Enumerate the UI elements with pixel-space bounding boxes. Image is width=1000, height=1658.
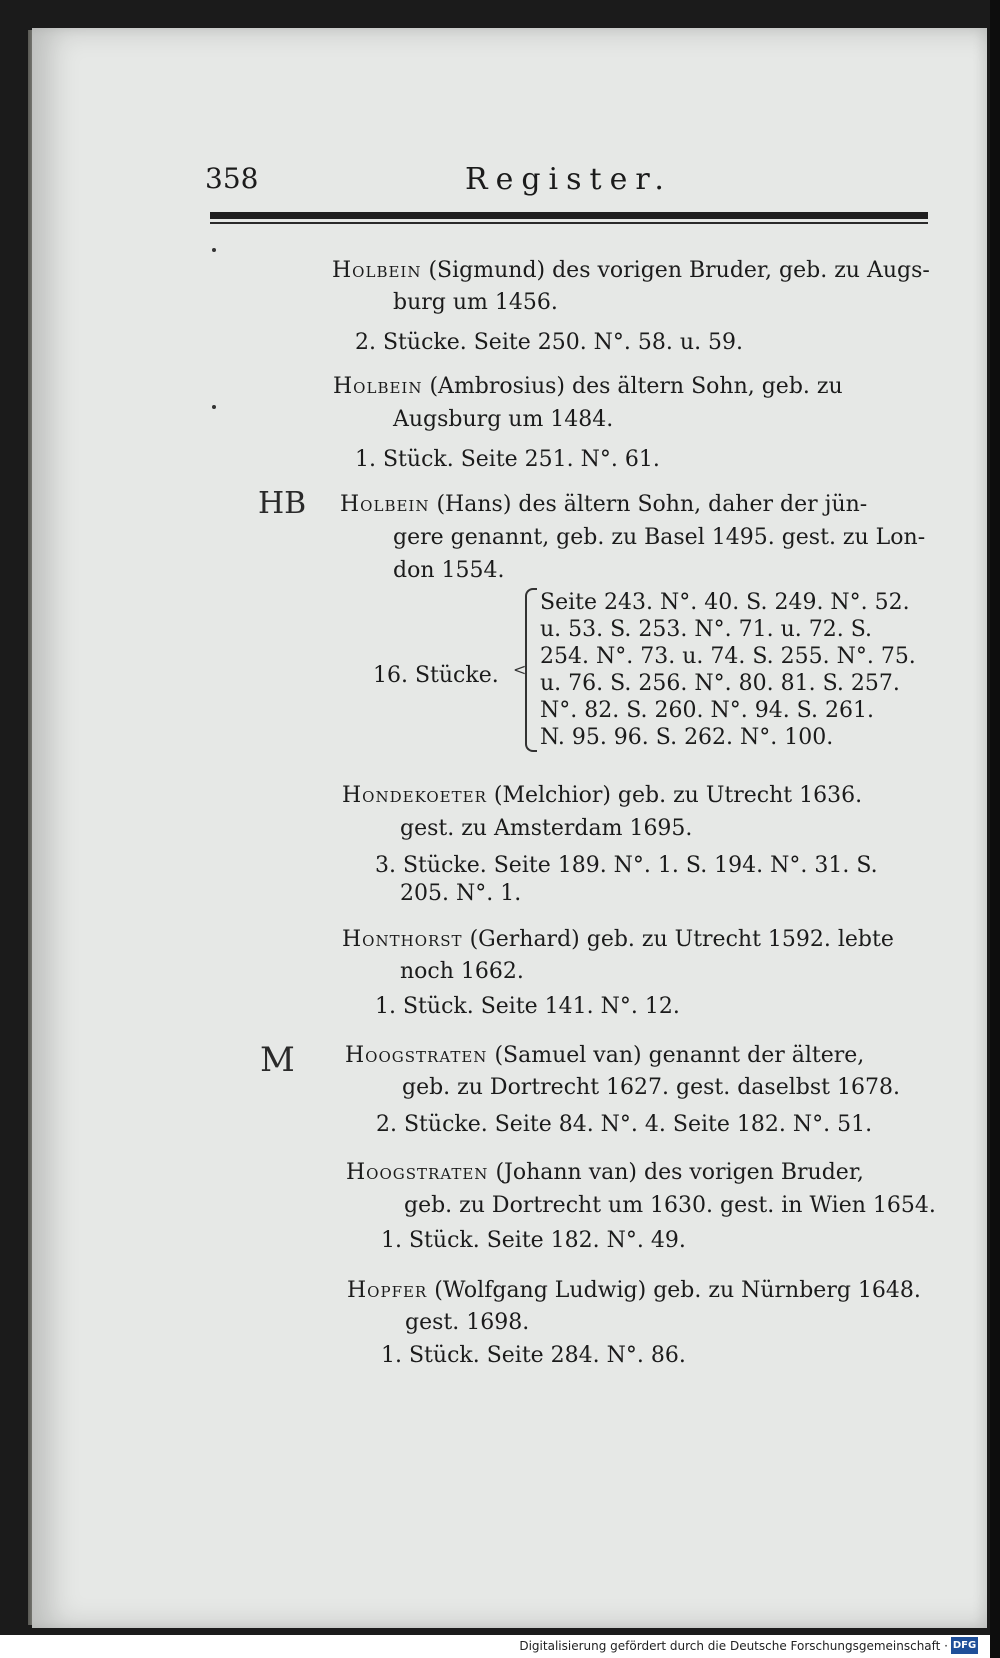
entry-detail-line: burg um 1456. bbox=[393, 290, 558, 315]
entry-detail: (Johann van) des vorigen Bruder, bbox=[495, 1160, 864, 1185]
pieces-line: u. 53. S. 253. N°. 71. u. 72. S. bbox=[540, 617, 873, 642]
margin-mark bbox=[212, 405, 216, 409]
pieces-line: 1. Stück. Seite 141. N°. 12. bbox=[375, 994, 680, 1019]
dfg-logo: DFG bbox=[951, 1637, 978, 1654]
pieces-line: 3. Stücke. Seite 189. N°. 1. S. 194. N°. 31. S. bbox=[375, 853, 878, 878]
entry-heading bbox=[340, 492, 867, 517]
footer-credit: Digitalisierung gefördert durch die Deutsche Forschungsgemeinschaft · bbox=[519, 1639, 948, 1653]
pieces-line: Seite 243. N°. 40. S. 249. N°. 52. bbox=[540, 590, 910, 615]
brace bbox=[525, 588, 537, 752]
entry-heading bbox=[342, 927, 894, 952]
pieces-line: u. 76. S. 256. N°. 80. 81. S. 257. bbox=[540, 671, 900, 696]
entry-detail-line: geb. zu Dortrecht um 1630. gest. in Wien 1654. bbox=[404, 1193, 936, 1218]
entry-detail-line: gere genannt, geb. zu Basel 1495. gest. zu Lon- bbox=[393, 525, 926, 550]
entry-heading bbox=[333, 374, 843, 399]
margin-mark bbox=[212, 248, 216, 252]
entry-heading bbox=[345, 1043, 864, 1068]
pieces-label: 16. Stücke. bbox=[373, 663, 499, 688]
pieces-line: 205. N°. 1. bbox=[400, 881, 522, 906]
pieces-line: 2. Stücke. Seite 250. N°. 58. u. 59. bbox=[355, 330, 744, 355]
pieces-line: 254. N°. 73. u. 74. S. 255. N°. 75. bbox=[540, 644, 916, 669]
header-rule-thin bbox=[210, 222, 928, 224]
entry-detail: (Hans) des ältern Sohn, daher der jün- bbox=[436, 492, 868, 517]
pieces-line: N°. 82. S. 260. N°. 94. S. 261. bbox=[540, 698, 874, 723]
page-title: Register. bbox=[465, 162, 672, 197]
entry-heading bbox=[347, 1278, 921, 1303]
entry-detail-line: noch 1662. bbox=[400, 959, 524, 984]
pieces-line: 2. Stücke. Seite 84. N°. 4. Seite 182. N°. 51. bbox=[376, 1112, 873, 1137]
entry-detail: (Sigmund) des vorigen Bruder, geb. zu Augs- bbox=[428, 258, 930, 283]
entry-detail-line: don 1554. bbox=[393, 558, 505, 583]
entry-detail-line: Augsburg um 1484. bbox=[393, 407, 614, 432]
pieces-line: 1. Stück. Seite 182. N°. 49. bbox=[381, 1228, 686, 1253]
entry-detail: (Ambrosius) des ältern Sohn, geb. zu bbox=[429, 374, 843, 399]
monogram: M bbox=[260, 1040, 295, 1080]
entry-detail-line: geb. zu Dortrecht 1627. gest. daselbst 1678. bbox=[402, 1075, 900, 1100]
entry-detail: (Melchior) geb. zu Utrecht 1636. bbox=[493, 783, 863, 808]
entry-heading bbox=[346, 1160, 864, 1185]
entry-heading bbox=[342, 783, 862, 808]
scan-border bbox=[990, 0, 1000, 1658]
artist-name: Holbein bbox=[332, 258, 422, 283]
page-number: 358 bbox=[205, 162, 259, 195]
artist-name: Hopfer bbox=[347, 1278, 428, 1303]
artist-name: Holbein bbox=[333, 374, 423, 399]
artist-name: Hoogstraten bbox=[345, 1043, 488, 1068]
pieces-line: 1. Stück. Seite 251. N°. 61. bbox=[355, 447, 660, 472]
header-rule-thick bbox=[210, 212, 928, 219]
entry-detail: (Wolfgang Ludwig) geb. zu Nürnberg 1648. bbox=[434, 1278, 921, 1303]
brace-tip: < bbox=[513, 660, 527, 679]
footer-bar bbox=[0, 1635, 990, 1658]
pieces-line: N. 95. 96. S. 262. N°. 100. bbox=[540, 725, 834, 750]
entry-detail: (Gerhard) geb. zu Utrecht 1592. lebte bbox=[469, 927, 894, 952]
artist-name: Holbein bbox=[340, 492, 430, 517]
entry-detail-line: gest. zu Amsterdam 1695. bbox=[400, 816, 693, 841]
entry-heading bbox=[332, 258, 930, 283]
monogram: HB bbox=[258, 486, 307, 521]
pieces-line: 1. Stück. Seite 284. N°. 86. bbox=[381, 1343, 686, 1368]
entry-detail: (Samuel van) genannt der ältere, bbox=[494, 1043, 865, 1068]
artist-name: Hoogstraten bbox=[346, 1160, 489, 1185]
entry-detail-line: gest. 1698. bbox=[405, 1310, 530, 1335]
artist-name: Honthorst bbox=[342, 927, 463, 952]
artist-name: Hondekoeter bbox=[342, 783, 487, 808]
